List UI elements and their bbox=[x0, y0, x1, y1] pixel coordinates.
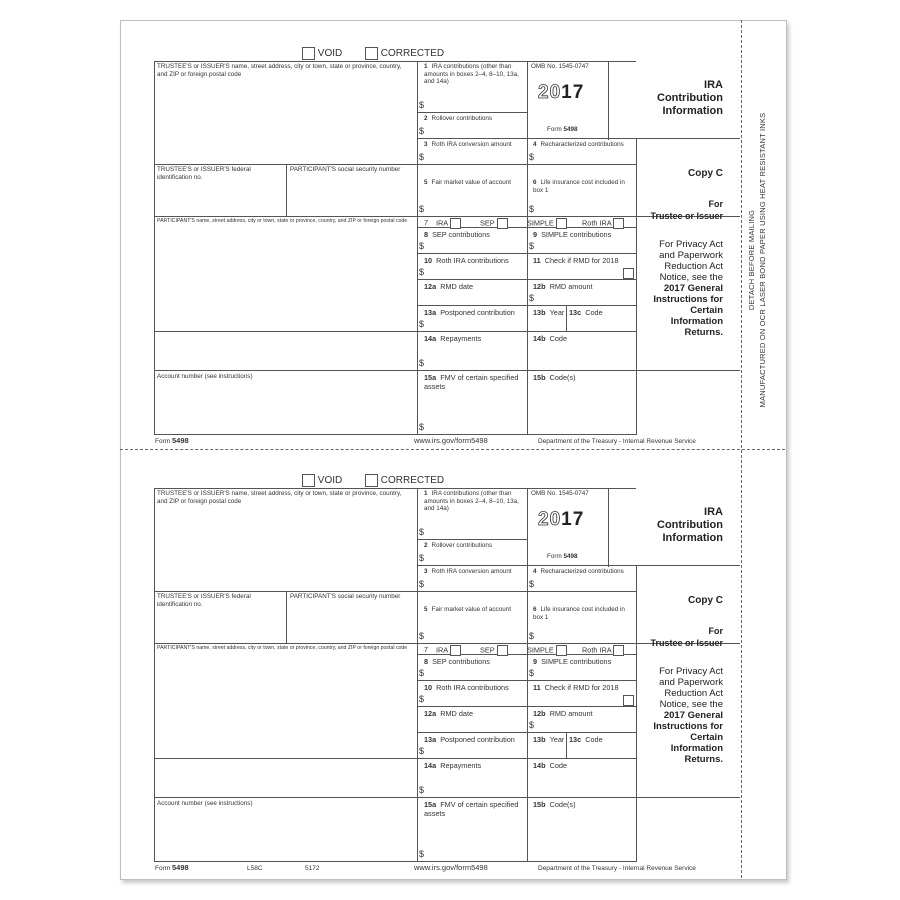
box4-field[interactable]: $ bbox=[529, 579, 535, 589]
box7-simple-checkbox[interactable] bbox=[556, 645, 567, 656]
box3-label: 3 Roth IRA conversion amount bbox=[424, 141, 512, 148]
box7-num: 7 bbox=[424, 218, 429, 227]
box13b-label: 13b Year bbox=[533, 735, 565, 744]
box1-field[interactable]: $ bbox=[419, 100, 425, 110]
trustee-id-field[interactable] bbox=[157, 612, 282, 640]
box12a-field[interactable] bbox=[419, 718, 524, 731]
box2-field[interactable]: $ bbox=[419, 126, 425, 136]
box15a-label: 15a FMV of certain specified assets bbox=[424, 800, 519, 818]
box11-label: 11 Check if RMD for 2018 bbox=[533, 256, 619, 265]
privacy-notice: For Privacy Act and Paperwork Reduction Act Notice, see the 2017 General Instructions for Certain Information Returns. bbox=[653, 666, 723, 765]
form-title: IRA Contribution Information bbox=[657, 79, 723, 117]
footer-form-number: Form 5498 bbox=[155, 436, 189, 445]
void-checkbox-group[interactable] bbox=[302, 47, 342, 60]
void-label: VOID bbox=[317, 475, 343, 487]
footer-code-2: 5172 bbox=[305, 865, 320, 872]
box3-field[interactable]: $ bbox=[419, 152, 425, 162]
box1-label: 1 IRA contributions (other than amounts in boxes 2–4, 8–10, 13a, and 14a) bbox=[424, 63, 519, 86]
box8-field[interactable]: $ bbox=[419, 241, 425, 251]
box5-label: 5 Fair market value of account bbox=[424, 179, 511, 186]
box7-simple-option[interactable]: SIMPLE bbox=[527, 645, 567, 656]
form-copy-top bbox=[0, 20, 740, 450]
box13c-field[interactable] bbox=[569, 745, 633, 757]
box15b-field[interactable] bbox=[530, 811, 634, 859]
omb-number: OMB No. 1545-0747 bbox=[531, 63, 589, 70]
corrected-checkbox[interactable] bbox=[365, 47, 378, 60]
box6-field[interactable]: $ bbox=[529, 204, 535, 214]
box7-roth-option[interactable]: Roth IRA bbox=[582, 218, 624, 229]
box15a-field[interactable]: $ bbox=[419, 849, 425, 859]
box13a-label: 13a Postponed contribution bbox=[424, 308, 515, 317]
box13b-field[interactable] bbox=[530, 318, 564, 330]
box14b-field[interactable] bbox=[530, 772, 634, 796]
box13a-label: 13a Postponed contribution bbox=[424, 735, 515, 744]
account-number-label: Account number (see instructions) bbox=[157, 373, 253, 380]
box7-sep-option[interactable]: SEP bbox=[480, 218, 508, 229]
box15a-field[interactable]: $ bbox=[419, 422, 425, 432]
box7-sep-checkbox[interactable] bbox=[497, 645, 508, 656]
box15b-field[interactable] bbox=[530, 384, 634, 432]
box7-sep-checkbox[interactable] bbox=[497, 218, 508, 229]
void-label: VOID bbox=[317, 48, 343, 60]
participant-name-label: PARTICIPANT'S name, street address, city or town, state or province, country, and ZIP or foreign postal code bbox=[157, 218, 408, 224]
box7-num: 7 bbox=[424, 645, 429, 654]
box7-simple-option[interactable]: SIMPLE bbox=[527, 218, 567, 229]
box12b-label: 12b RMD amount bbox=[533, 709, 593, 718]
footer-code-1: L58C bbox=[247, 865, 263, 872]
box13c-field[interactable] bbox=[569, 318, 633, 330]
box12a-label: 12a RMD date bbox=[424, 282, 474, 291]
box15b-label: 15b Code(s) bbox=[533, 373, 576, 382]
box7-simple-checkbox[interactable] bbox=[556, 218, 567, 229]
copy-label: Copy C bbox=[688, 168, 723, 179]
box14a-field[interactable]: $ bbox=[419, 785, 425, 795]
box12a-field[interactable] bbox=[419, 291, 524, 304]
footer-url[interactable]: www.irs.gov/form5498 bbox=[414, 863, 488, 872]
participant-name-field[interactable] bbox=[157, 654, 413, 794]
box9-field[interactable]: $ bbox=[529, 668, 535, 678]
corrected-checkbox-group[interactable] bbox=[365, 47, 444, 60]
box2-label: 2 Rollover contributions bbox=[424, 115, 493, 122]
participant-ssn-field[interactable] bbox=[290, 612, 412, 640]
trustee-id-label: TRUSTEE'S or ISSUER'S federal identification no. bbox=[157, 166, 251, 181]
box7-ira-option[interactable]: IRA bbox=[436, 645, 461, 656]
form-copy-bottom bbox=[0, 447, 740, 877]
footer-url[interactable]: www.irs.gov/form5498 bbox=[414, 436, 488, 445]
box7-sep-option[interactable]: SEP bbox=[480, 645, 508, 656]
recipient-label: For Trustee or Issuer bbox=[650, 626, 723, 648]
box4-field[interactable]: $ bbox=[529, 152, 535, 162]
trustee-id-label: TRUSTEE'S or ISSUER'S federal identification no. bbox=[157, 593, 251, 608]
tax-year: 2017 bbox=[538, 82, 585, 103]
corrected-label: CORRECTED bbox=[380, 475, 445, 487]
box14a-field[interactable]: $ bbox=[419, 358, 425, 368]
box11-checkbox[interactable] bbox=[623, 695, 634, 706]
trustee-id-field[interactable] bbox=[157, 185, 282, 213]
participant-ssn-label: PARTICIPANT'S social security number bbox=[290, 166, 401, 173]
box15a-label: 15a FMV of certain specified assets bbox=[424, 373, 519, 391]
account-number-field[interactable] bbox=[157, 809, 413, 859]
box13c-label: 13c Code bbox=[569, 308, 603, 317]
trustee-name-label: TRUSTEE'S or ISSUER'S name, street address, city or town, state or province, country, and ZIP or foreign postal code bbox=[157, 490, 402, 505]
box3-label: 3 Roth IRA conversion amount bbox=[424, 568, 512, 575]
participant-ssn-field[interactable] bbox=[290, 185, 412, 213]
box10-label: 10 Roth IRA contributions bbox=[424, 256, 509, 265]
box1-label: 1 IRA contributions (other than amounts in boxes 2–4, 8–10, 13a, and 14a) bbox=[424, 490, 519, 513]
tax-year: 2017 bbox=[538, 509, 585, 530]
box13a-field[interactable]: $ bbox=[419, 319, 425, 329]
box6-label: 6 Life insurance cost included in box 1 bbox=[533, 606, 625, 621]
box6-label: 6 Life insurance cost included in box 1 bbox=[533, 179, 625, 194]
footer-department: Department of the Treasury - Internal Revenue Service bbox=[538, 865, 696, 872]
box10-field[interactable]: $ bbox=[419, 694, 425, 704]
void-checkbox[interactable] bbox=[302, 47, 315, 60]
box12b-label: 12b RMD amount bbox=[533, 282, 593, 291]
recipient-label: For Trustee or Issuer bbox=[650, 199, 723, 221]
box12a-label: 12a RMD date bbox=[424, 709, 474, 718]
box8-field[interactable]: $ bbox=[419, 668, 425, 678]
form-title: IRA Contribution Information bbox=[657, 506, 723, 544]
box1-field[interactable]: $ bbox=[419, 527, 425, 537]
box11-label: 11 Check if RMD for 2018 bbox=[533, 683, 619, 692]
box15b-label: 15b Code(s) bbox=[533, 800, 576, 809]
trustee-name-field[interactable] bbox=[157, 500, 413, 588]
box7-ira-checkbox[interactable] bbox=[450, 218, 461, 229]
box13b-field[interactable] bbox=[530, 745, 564, 757]
box9-label: 9 SIMPLE contributions bbox=[533, 657, 612, 666]
box5-field[interactable]: $ bbox=[419, 631, 425, 641]
void-checkbox[interactable] bbox=[302, 474, 315, 487]
corrected-label: CORRECTED bbox=[380, 48, 445, 60]
footer-form-number: Form 5498 bbox=[155, 863, 189, 872]
box12b-field[interactable]: $ bbox=[529, 720, 535, 730]
account-number-field[interactable] bbox=[157, 382, 413, 432]
box13a-field[interactable]: $ bbox=[419, 746, 425, 756]
box14a-label: 14a Repayments bbox=[424, 334, 482, 343]
corrected-checkbox-group[interactable] bbox=[365, 474, 444, 487]
box7-ira-checkbox[interactable] bbox=[450, 645, 461, 656]
box14a-label: 14a Repayments bbox=[424, 761, 482, 770]
paper-notice-text: MANUFACTURED ON OCR LASER BOND PAPER USING HEAT RESISTANT INKS bbox=[758, 112, 767, 408]
box4-label: 4 Recharacterized contributions bbox=[533, 141, 624, 148]
box14b-label: 14b Code bbox=[533, 761, 568, 770]
box13b-label: 13b Year bbox=[533, 308, 565, 317]
detach-text: DETACH BEFORE MAILING bbox=[747, 209, 756, 311]
footer-department: Department of the Treasury - Internal Revenue Service bbox=[538, 438, 696, 445]
box2-field[interactable]: $ bbox=[419, 553, 425, 563]
box10-label: 10 Roth IRA contributions bbox=[424, 683, 509, 692]
form-number-omb: Form 5498 bbox=[547, 126, 578, 133]
box13c-label: 13c Code bbox=[569, 735, 603, 744]
privacy-notice: For Privacy Act and Paperwork Reduction Act Notice, see the 2017 General Instructions for Certain Information Returns. bbox=[653, 239, 723, 338]
box6-field[interactable]: $ bbox=[529, 631, 535, 641]
box14b-field[interactable] bbox=[530, 345, 634, 369]
box9-label: 9 SIMPLE contributions bbox=[533, 230, 612, 239]
box8-label: 8 SEP contributions bbox=[424, 657, 490, 666]
box11-checkbox[interactable] bbox=[623, 268, 634, 279]
void-checkbox-group[interactable] bbox=[302, 474, 342, 487]
box8-label: 8 SEP contributions bbox=[424, 230, 490, 239]
copy-label: Copy C bbox=[688, 595, 723, 606]
box10-field[interactable]: $ bbox=[419, 267, 425, 277]
account-number-label: Account number (see instructions) bbox=[157, 800, 253, 807]
box12b-field[interactable]: $ bbox=[529, 293, 535, 303]
box7-roth-option[interactable]: Roth IRA bbox=[582, 645, 624, 656]
corrected-checkbox[interactable] bbox=[365, 474, 378, 487]
side-margin-text bbox=[746, 112, 768, 460]
box7-ira-option[interactable]: IRA bbox=[436, 218, 461, 229]
box7-roth-checkbox[interactable] bbox=[613, 218, 624, 229]
trustee-name-label: TRUSTEE'S or ISSUER'S name, street address, city or town, state or province, country, and ZIP or foreign postal code bbox=[157, 63, 402, 78]
omb-number: OMB No. 1545-0747 bbox=[531, 490, 589, 497]
box9-field[interactable]: $ bbox=[529, 241, 535, 251]
box14b-label: 14b Code bbox=[533, 334, 568, 343]
box3-field[interactable]: $ bbox=[419, 579, 425, 589]
form-number-omb: Form 5498 bbox=[547, 553, 578, 560]
box5-field[interactable]: $ bbox=[419, 204, 425, 214]
participant-ssn-label: PARTICIPANT'S social security number bbox=[290, 593, 401, 600]
trustee-name-field[interactable] bbox=[157, 73, 413, 161]
participant-name-label: PARTICIPANT'S name, street address, city or town, state or province, country, and ZIP or foreign postal code bbox=[157, 645, 408, 651]
participant-name-field[interactable] bbox=[157, 227, 413, 367]
box5-label: 5 Fair market value of account bbox=[424, 606, 511, 613]
box7-roth-checkbox[interactable] bbox=[613, 645, 624, 656]
box4-label: 4 Recharacterized contributions bbox=[533, 568, 624, 575]
box2-label: 2 Rollover contributions bbox=[424, 542, 493, 549]
